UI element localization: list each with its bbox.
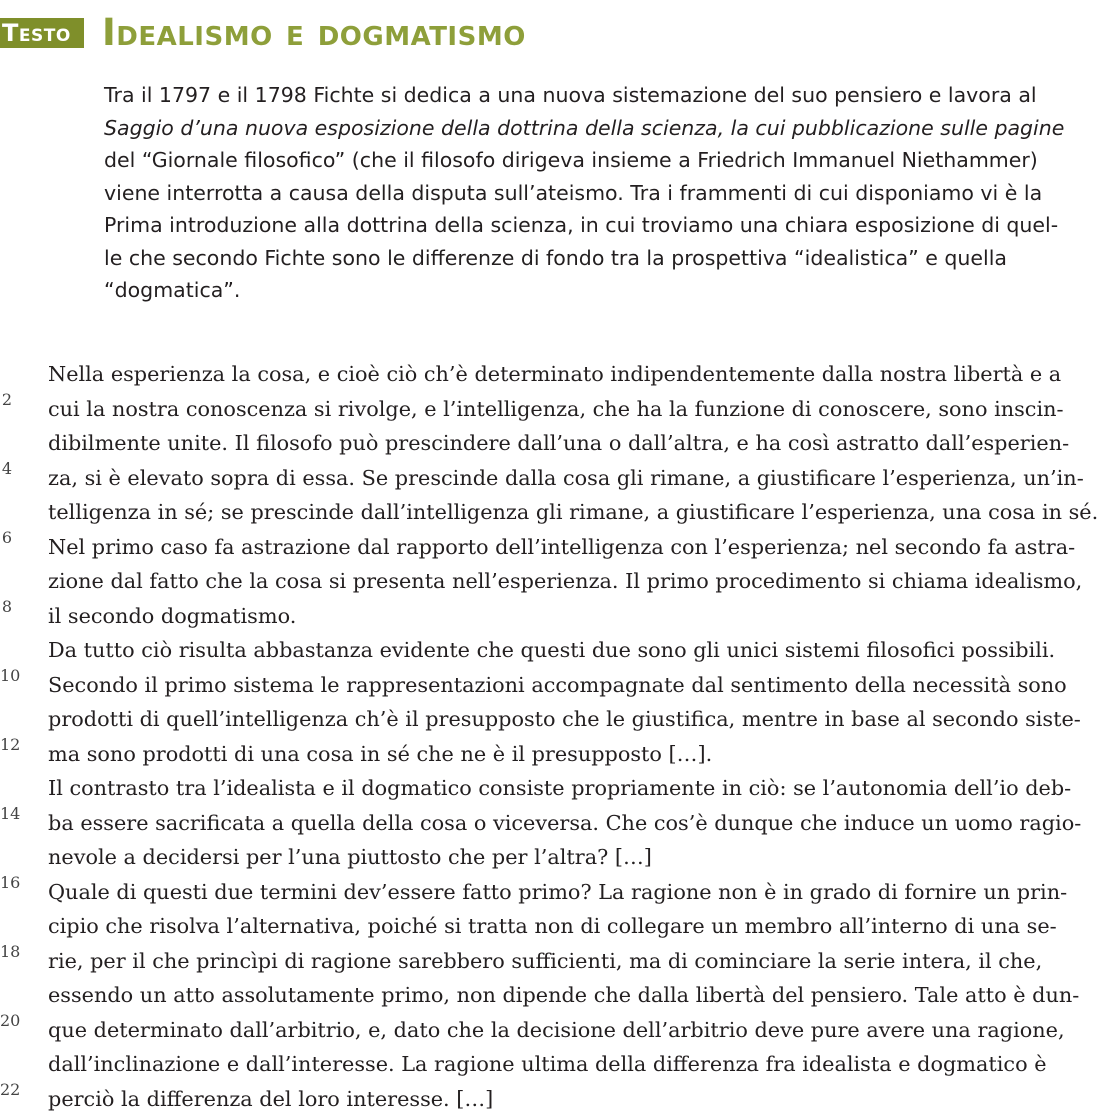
- text-line: Il contrasto tra l’idealista e il dogmatico consiste propriamente in ciò: se l’autonomia dell’io deb-: [48, 771, 1098, 806]
- page-title: Idealismo e dogmatismo: [102, 12, 526, 54]
- text-line: perciò la differenza del loro interesse. […]: [48, 1082, 1098, 1116]
- intro-line: viene interrotta a causa della disputa sull’ateismo. Tra i frammenti di cui disponiamo vi è la: [104, 177, 1096, 210]
- text-line: prodotti di quell’intelligenza ch’è il presupposto che le giustifica, mentre in base al secondo siste-: [48, 702, 1098, 737]
- line-number: 10: [0, 666, 12, 685]
- intro-line: del “Giornale filosofico” (che il filosofo dirigeva insieme a Friedrich Immanuel Niethammer): [104, 144, 1096, 177]
- text-line: il secondo dogmatismo.: [48, 599, 1098, 634]
- text-line: nevole a decidersi per l’una piuttosto che per l’altra? […]: [48, 840, 1098, 875]
- text-line: Nel primo caso fa astrazione dal rapporto dell’intelligenza con l’esperienza; nel secondo fa astra-: [48, 530, 1098, 565]
- text-line: Da tutto ciò risulta abbastanza evidente che questi due sono gli unici sistemi filosofici possibili.: [48, 633, 1098, 668]
- intro-line: “dogmatica”.: [104, 274, 1096, 307]
- text-line: essendo un atto assolutamente primo, non dipende che dalla libertà del pensiero. Tale atto è dun-: [48, 978, 1098, 1013]
- text-line: Quale di questi due termini dev’essere fatto primo? La ragione non è in grado di fornire un prin-: [48, 875, 1098, 910]
- text-line: Secondo il primo sistema le rappresentazioni accompagnate dal sentimento della necessità sono: [48, 668, 1098, 703]
- line-number: 22: [0, 1080, 12, 1099]
- text-line: cui la nostra conoscenza si rivolge, e l’intelligenza, che ha la funzione di conoscere, sono inscin-: [48, 392, 1098, 427]
- line-number: 8: [0, 597, 12, 616]
- text-line: za, si è elevato sopra di essa. Se prescinde dalla cosa gli rimane, a giustificare l’esperienza, un’in-: [48, 461, 1098, 496]
- intro-paragraph: [104, 79, 1096, 307]
- text-line: ba essere sacrificata a quella della cosa o viceversa. Che cos’è dunque che induce un uomo ragio-: [48, 806, 1098, 841]
- line-number: 6: [0, 528, 12, 547]
- text-line: dibilmente unite. Il filosofo può prescindere dall’una o dall’altra, e ha così astratto dall’esperien-: [48, 426, 1098, 461]
- intro-line: le che secondo Fichte sono le differenze di fondo tra la prospettiva “idealistica” e quella: [104, 242, 1096, 275]
- line-number: 12: [0, 735, 12, 754]
- main-text: [48, 357, 1098, 1116]
- line-number: 14: [0, 804, 12, 823]
- intro-line: Prima introduzione alla dottrina della scienza, in cui troviamo una chiara esposizione di quel-: [104, 209, 1096, 242]
- text-line: dall’inclinazione e dall’interesse. La ragione ultima della differenza fra idealista e dogmatico è: [48, 1047, 1098, 1082]
- line-number: 2: [0, 390, 12, 409]
- text-line: telligenza in sé; se prescinde dall’intelligenza gli rimane, a giustificare l’esperienza, una cosa in sé.: [48, 495, 1098, 530]
- line-number: 16: [0, 873, 12, 892]
- text-line: Nella esperienza la cosa, e cioè ciò ch’è determinato indipendentemente dalla nostra libertà e a: [48, 357, 1098, 392]
- intro-line: Tra il 1797 e il 1798 Fichte si dedica a una nuova sistemazione del suo pensiero e lavora al: [104, 79, 1096, 112]
- text-line: ma sono prodotti di una cosa in sé che ne è il presupposto […].: [48, 737, 1098, 772]
- text-type-badge: Testo: [0, 18, 84, 48]
- line-number: 20: [0, 1011, 12, 1030]
- text-line: rie, per il che princìpi di ragione sarebbero sufficienti, ma di cominciare la serie intera, il che,: [48, 944, 1098, 979]
- line-number: 4: [0, 459, 12, 478]
- line-number: 18: [0, 942, 12, 961]
- intro-line: Saggio d’una nuova esposizione della dottrina della scienza, la cui pubblicazione sulle pagine: [104, 112, 1096, 145]
- text-line: que determinato dall’arbitrio, e, dato che la decisione dell’arbitrio deve pure avere una ragione,: [48, 1013, 1098, 1048]
- text-line: zione dal fatto che la cosa si presenta nell’esperienza. Il primo procedimento si chiama idealismo,: [48, 564, 1098, 599]
- text-line: cipio che risolva l’alternativa, poiché si tratta non di collegare un membro all’interno di una se-: [48, 909, 1098, 944]
